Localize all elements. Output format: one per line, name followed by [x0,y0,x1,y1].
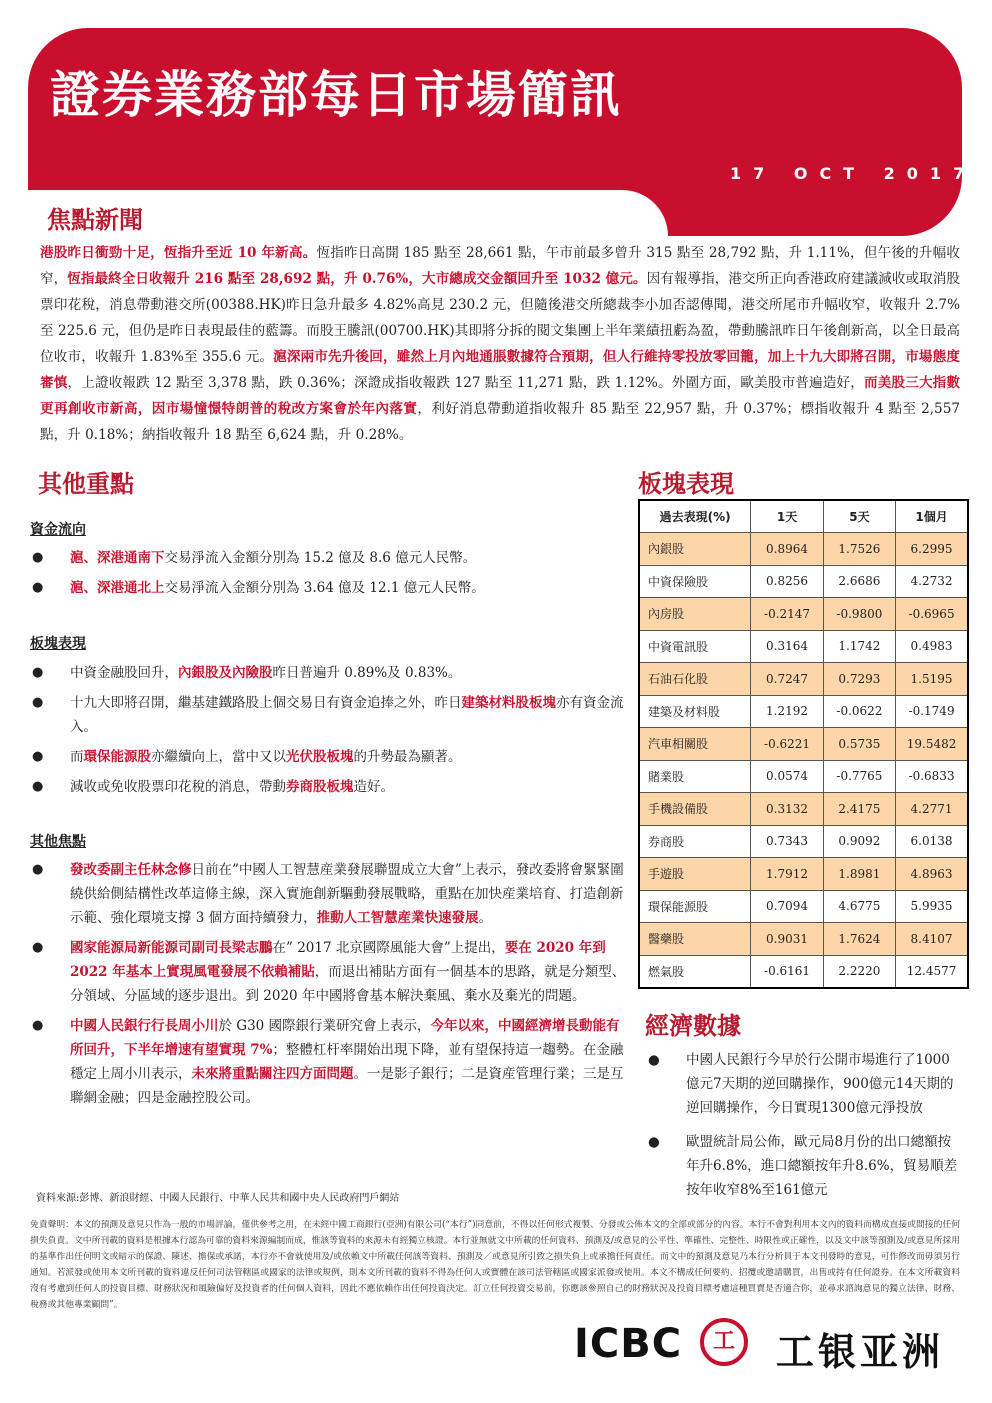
highlight-text: 國家能源局新能源司副司長梁志鵬 [70,940,273,956]
col-header-1d: 1天 [751,500,823,533]
value-1d-cell: 0.9031 [751,923,823,956]
highlight-text: 恆指最終全日收報升 216 點至 28,692 點，升 0.76%，大市總成交金額回升至 1032 億元。 [67,271,647,287]
body-text: 而 [70,749,84,765]
sector-name-cell: 賭業股 [639,760,751,793]
economic-data-list [646,1048,962,1212]
body-text: 。一是影子銀行；二是資産管理行業；三是互聯網金融；四是金融控股公司。 [70,1066,624,1106]
other-highlights-title: 其他重點 [38,470,134,498]
value-1d-cell: -0.2147 [751,598,823,631]
table-row [639,728,968,761]
sector-item [30,745,630,769]
body-text: ，利好消息帶動道指收報升 85 點至 22,957 點，升 0.37%；標指收報升 4 點至 2,557 點，升 0.18%；納指收報升 18 點至 6,624 點，升 0.28%。 [40,401,960,443]
economic-item [646,1130,962,1202]
highlight-text: 滬深兩市先升後回，雖然上月內地通脹數據符合預期，但人行維持零投放零回籠，加上十九大即將召開，市場態度審慎 [40,349,960,391]
sector-name-cell: 環保能源股 [639,890,751,923]
highlight-text: 港股昨日衝勁十足，恆指升至近 10 年新高。 [40,245,317,261]
body-text: 於 G30 國際銀行業研究會上表示， [218,1018,431,1034]
value-1m-cell: 6.0138 [896,825,968,858]
highlight-text: 券商股板塊 [286,779,354,795]
value-5d-cell: -0.9800 [823,598,895,631]
body-text: ；整體杠杆率開始出現下降，並有望保持這一趨勢。在金融穩定上周小川表示， [70,1042,624,1082]
value-1d-cell: 0.7247 [751,663,823,696]
focus-news-title: 焦點新聞 [47,206,143,234]
table-row [639,955,968,988]
value-5d-cell: 2.6686 [823,565,895,598]
value-1d-cell: 0.7343 [751,825,823,858]
sector-item [30,691,630,739]
table-row [639,630,968,663]
value-1d-cell: -0.6161 [751,955,823,988]
value-1m-cell: 19.5482 [896,728,968,761]
bullet-icon: ● [32,749,44,764]
value-1d-cell: -0.6221 [751,728,823,761]
other-focus-list [30,858,626,1116]
table-header-row [639,500,968,533]
col-header-period: 過去表現(%) [639,500,751,533]
sector-name-cell: 建築及材料股 [639,695,751,728]
icbc-logo [570,1315,960,1375]
value-1d-cell: 0.7094 [751,890,823,923]
value-5d-cell: 1.8981 [823,858,895,891]
value-1m-cell: 4.8963 [896,858,968,891]
value-1m-cell: 4.2771 [896,793,968,826]
bullet-icon: ● [648,1134,660,1150]
highlight-text: 環保能源股 [83,749,151,765]
table-row [639,793,968,826]
page-title: 證券業務部每日市場簡訊 [50,66,622,124]
bullet-icon: ● [32,695,44,710]
highlight-text: 滬、深港通北上 [70,580,165,596]
value-1d-cell: 0.3164 [751,630,823,663]
value-1m-cell: 8.4107 [896,923,968,956]
highlight-text: 內銀股及內險股 [178,665,273,681]
value-5d-cell: -0.7765 [823,760,895,793]
sector-item [30,775,630,799]
bullet-icon: ● [32,665,44,680]
bullet-icon: ● [32,862,44,877]
focus-item [30,858,626,930]
value-1d-cell: 0.8256 [751,565,823,598]
value-1m-cell: 6.2995 [896,533,968,566]
highlight-text: 而美股三大指數更再創收市新高，因市場憧憬特朗普的稅改方案會於年內落實 [40,375,961,417]
highlight-text: 今年以來，中國經濟增長動能有所回升，下半年增速有望實現 7% [70,1018,620,1058]
value-1d-cell: 0.8964 [751,533,823,566]
highlight-text: 中國人民銀行行長周小川 [70,1018,219,1034]
focus-item [30,1014,626,1110]
logo-chinese-name: 工银亚洲 [776,1330,945,1374]
economic-item [646,1048,962,1120]
col-header-1m: 1個月 [896,500,968,533]
value-1m-cell: -0.6965 [896,598,968,631]
value-1m-cell: -0.1749 [896,695,968,728]
value-5d-cell: 1.1742 [823,630,895,663]
table-row [639,695,968,728]
report-date: 17 OCT 2017 [730,164,977,183]
body-text: 減收或免收股票印花稅的消息，帶動 [70,779,286,795]
value-5d-cell: 2.2220 [823,955,895,988]
value-5d-cell: -0.0622 [823,695,895,728]
economic-data-title: 經濟數據 [645,1012,741,1040]
sector-name-cell: 石油石化股 [639,663,751,696]
bullet-icon: ● [32,940,44,955]
icbc-emblem-icon: 工 [700,1318,748,1366]
sector-name-cell: 內銀股 [639,533,751,566]
sector-table-title: 板塊表現 [638,470,734,498]
bullet-icon: ● [32,550,44,565]
fund-flow-list [30,546,630,606]
body-text: ，上證收報跌 12 點至 3,378 點，跌 0.36%；深證成指收報跌 127 點至 11,271 點，跌 1.12%。外圍方面，歐美股市普遍造好， [67,375,864,391]
bullet-icon: ● [32,779,44,794]
fund-flow-item [30,576,630,600]
value-5d-cell: 0.7293 [823,663,895,696]
value-5d-cell: 2.4175 [823,793,895,826]
logo-wordmark: ICBC [574,1321,683,1367]
data-source: 資料來源:彭博、新浪財經、中國人民銀行、中華人民共和國中央人民政府門戶網站 [36,1193,400,1204]
highlight-text: 光伏股板塊 [286,749,354,765]
body-text: ，而退出補貼方面有一個基本的思路，就是分類型、分領域、分區域的逐步退出。到 2020 年中國將會基本解決棄風、棄水及棄光的問題。 [70,964,626,1004]
sector-name-cell: 手遊股 [639,858,751,891]
body-text: 中資金融股回升， [70,665,178,681]
sector-perf-list [30,661,630,805]
table-row [639,923,968,956]
sector-name-cell: 汽車相關股 [639,728,751,761]
sector-name-cell: 燃氣股 [639,955,751,988]
sector-name-cell: 內房股 [639,598,751,631]
value-1m-cell: 4.2732 [896,565,968,598]
value-5d-cell: 0.5735 [823,728,895,761]
value-1m-cell: -0.6833 [896,760,968,793]
focus-news-paragraph [40,240,960,448]
fund-flow-item [30,546,630,570]
table-row [639,565,968,598]
highlight-text: 滬、深港通南下 [70,550,165,566]
body-text: 的升勢最為顯著。 [353,749,462,765]
body-text: 亦繼續向上，當中又以 [151,749,286,765]
body-text: 日前在”中國人工智慧産業發展聯盟成立大會”上表示，發改委將會緊緊圍繞供給側結構性改革這條主線，深入實施創新驅動發展戰略，重點在加快産業培育、打造創新示範、強化環境支撐 3 個方面持續發力， [70,862,624,926]
value-5d-cell: 1.7526 [823,533,895,566]
sector-perf-title: 板塊表現 [30,636,86,652]
value-5d-cell: 4.6775 [823,890,895,923]
body-text: 恆指昨日高開 185 點至 28,661 點，午市前最多曾升 315 點至 28,792 點，升 1.11%，但午後的升幅收窄， [40,245,960,287]
value-1d-cell: 0.3132 [751,793,823,826]
body-text: 中國人民銀行今早於行公開市場進行了1000億元7天期的逆回購操作，900億元14天期的逆回購操作，今日實現1300億元淨投放 [686,1052,954,1116]
table-row [639,825,968,858]
highlight-text: 發改委副主任林念修 [70,862,192,878]
bullet-icon: ● [648,1052,660,1068]
body-text: 因有報導指，港交所正向香港政府建議減收或取消股票印花稅，消息帶動港交所(00388.HK)昨日急升最多 4.82%高見 230.2 元，但隨後港交所總裁李小加否認傳聞，港交所尾市升幅收窄，收報升 2.7%至 225.6 元，但仍是昨日表現最佳的藍籌。而股王騰訊(00700.HK)其即將分拆的閱文集團上半年業績扭虧為盈，帶動騰訊昨日午後創新高，以全日最高位收市，收報升 1.83%至 355.6 元。 [40,271,961,365]
highlight-text: 推動人工智慧産業快速發展 [316,910,479,926]
highlight-text: 未來將重點關注四方面問題 [191,1066,354,1082]
body-text: 在” 2017 北京國際風能大會”上提出， [272,940,505,956]
value-1m-cell: 1.5195 [896,663,968,696]
body-text: 交易淨流入金額分別為 15.2 億及 8.6 億元人民幣。 [164,550,477,566]
table-row [639,760,968,793]
sector-name-cell: 中資電訊股 [639,630,751,663]
highlight-text: 要在 2020 年到 2022 年基本上實現風電發展不依賴補貼 [70,940,606,980]
body-text: 十九大即將召開，繼基建鐵路股上個交易日有資金追捧之外，昨日 [70,695,462,711]
sector-name-cell: 中資保險股 [639,565,751,598]
value-1d-cell: 1.2192 [751,695,823,728]
bullet-icon: ● [32,1018,44,1033]
value-5d-cell: 1.7624 [823,923,895,956]
table-row [639,663,968,696]
table-row [639,533,968,566]
value-1m-cell: 12.4577 [896,955,968,988]
body-text: 交易淨流入金額分別為 3.64 億及 12.1 億元人民幣。 [164,580,485,596]
disclaimer: 免責聲明：本文的預測及意見只作為一般的市場評論，僅供參考之用，在未經中國工商銀行(亞洲)有限公司(“本行”)同意前，不得以任何形式複製、分發或公佈本文的全部或部分的內容。本行不會對利用本文內的資料而構成直接或間接的任何損失負責。文中所刊載的資料是根據本行認為可靠的資料來源編制而成，惟該等資料的來源未有經獨立核證。本行並無就文中所載的任何資料、預測及/或意見的公平性、準確性、完整性、時限性或正確性，以及文中該等預測及/或意見所採用的基準作出任何明文或暗示的保證、陳述、擔保或承諾，本行亦不會就使用及/或依賴文中所載任何該等資料、預測及／或意見所引致之損失負上或承擔任何責任。而文中的預測及意見乃本行分析員于本文刊發時的意見，可作修改而毋須另行通知。若派發或使用本文所刊載的資料違反任何司法管轄區或國家的法律或規例，則本文所刊載的資料不得為任何人或實體在該司法管轄區或國家派發或使用。本文不構成任何要約、招攬或邀請購買，出售或持有任何證券。在本文所載資料沒有考慮到任何人的投資目標、財務狀況和風險偏好及投資者的任何個人資料，因此不應依賴作出任何投資決定。訂立任何投資交易前，你應該參照自己的財務狀況及投資目標考慮這種買賣是否適合你，並尋求諮詢意見的獨立法律、財務、稅務或其他專業顧問”。 [30,1220,960,1310]
body-text: 造好。 [353,779,394,795]
value-1d-cell: 1.7912 [751,858,823,891]
value-1m-cell: 5.9935 [896,890,968,923]
table-row [639,890,968,923]
body-text: 。 [478,910,493,926]
highlight-text: 建築材料股板塊 [461,695,556,711]
value-1m-cell: 0.4983 [896,630,968,663]
fund-flow-title: 資金流向 [30,522,86,538]
sector-item [30,661,630,685]
sector-name-cell: 醫藥股 [639,923,751,956]
sector-name-cell: 券商股 [639,825,751,858]
body-text: 昨日普遍升 0.89%及 0.83%。 [272,665,462,681]
value-5d-cell: 0.9092 [823,825,895,858]
col-header-5d: 5天 [823,500,895,533]
focus-item [30,936,626,1008]
body-text: 亦有資金流入。 [70,695,624,735]
bullet-icon: ● [32,580,44,595]
table-row [639,858,968,891]
value-1d-cell: 0.0574 [751,760,823,793]
sector-name-cell: 手機設備股 [639,793,751,826]
other-focus-title: 其他焦點 [30,834,86,850]
body-text: 歐盟統計局公佈，歐元局8月份的出口總額按年升6.8%，進口總額按年升8.6%，貿易順差按年收窄8%至161億元 [686,1134,958,1198]
table-row [639,598,968,631]
sector-performance-table [638,499,969,989]
